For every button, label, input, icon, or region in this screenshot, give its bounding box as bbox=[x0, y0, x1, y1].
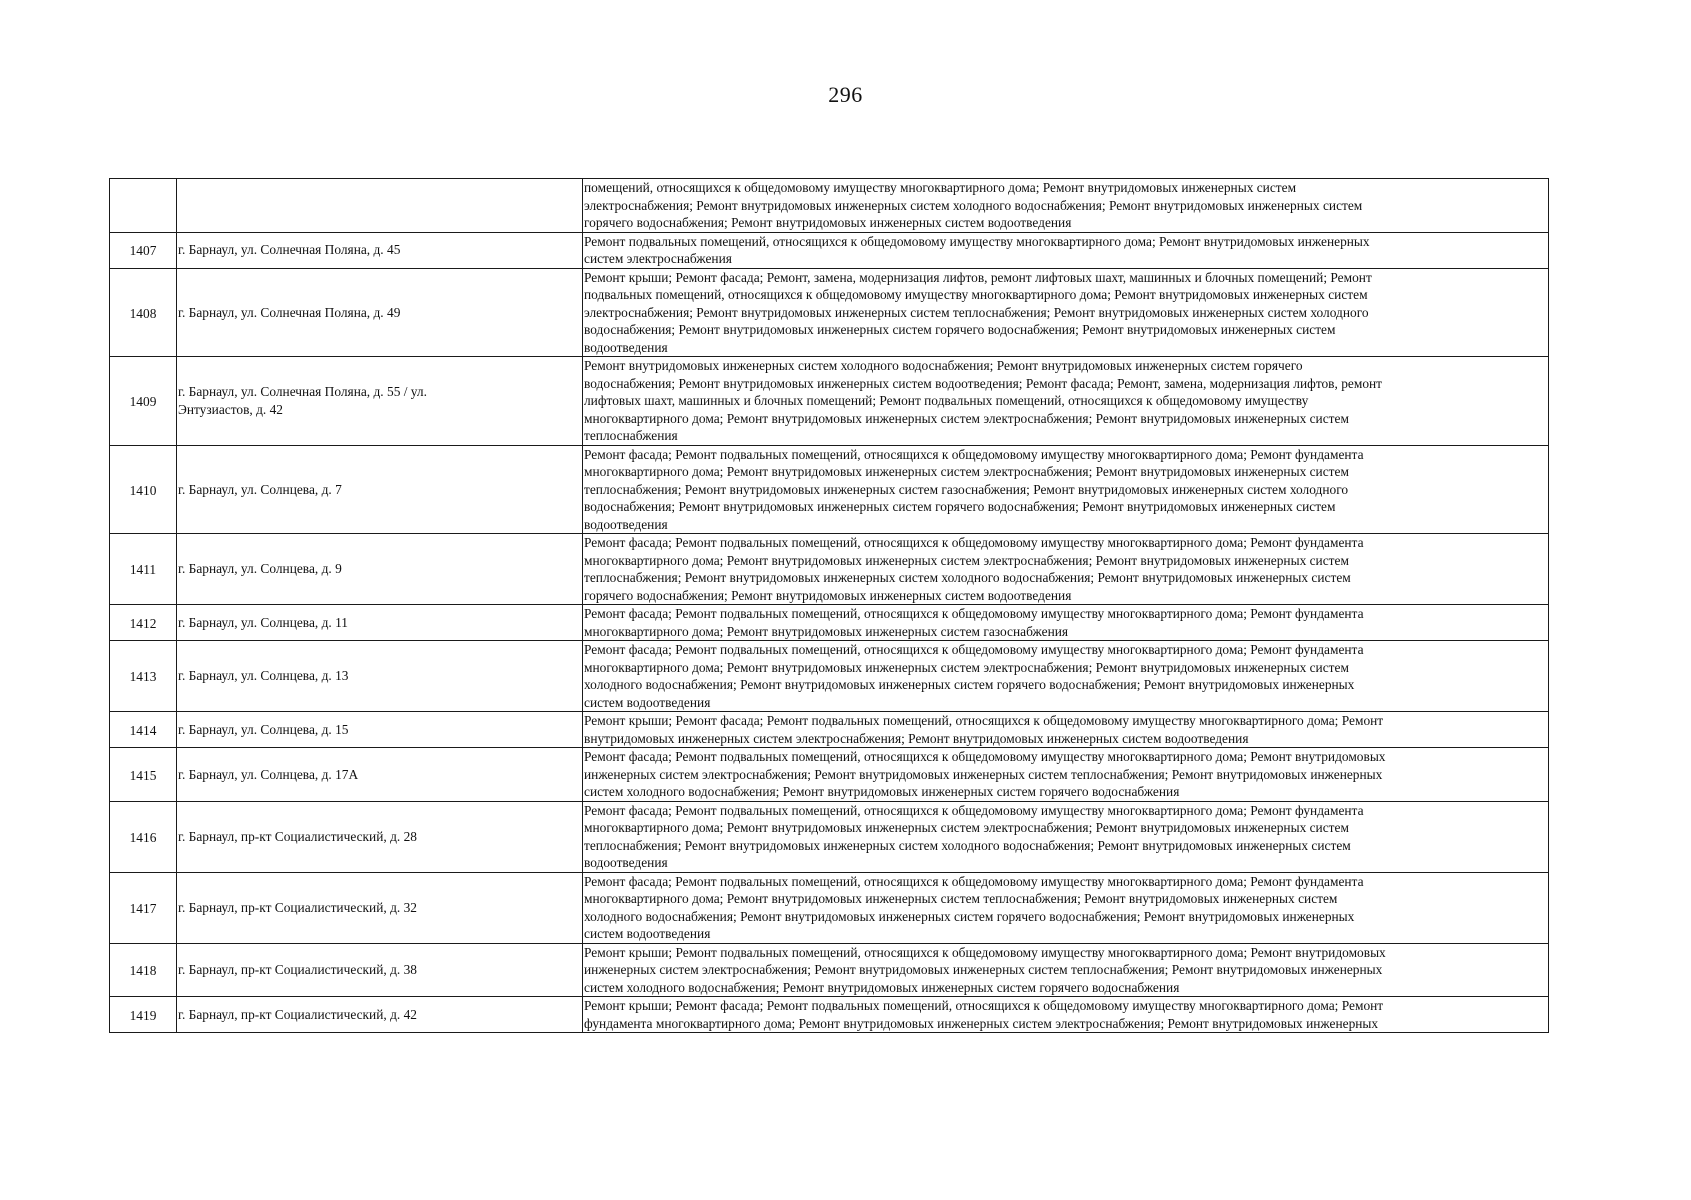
table-row bbox=[110, 801, 1549, 872]
works-text: Ремонт фасада; Ремонт подвальных помещений, относящихся к общедомовому имуществу многоквартирного дома; Ремонт внутридомовых инженерных систем электроснабжения; Ремонт внутридомовых инженерных систем теплоснабжения; Ремонт внутридомовых инженерных систем холодного водоснабжения; Ремонт внутридомовых инженерных систем горячего водоснабжения bbox=[584, 749, 1386, 799]
works-text: Ремонт фасада; Ремонт подвальных помещений, относящихся к общедомовому имуществу многоквартирного дома; Ремонт фундамента многоквартирного дома; Ремонт внутридомовых инженерных систем электроснабжения; Ремонт внутридомовых инженерных систем теплоснабжения; Ремонт внутридомовых инженерных систем газоснабжения; Ремонт внутридомовых инженерных систем холодного водоснабжения; Ремонт внутридомовых инженерных систем горячего водоснабжения; Ремонт внутридомовых инженерных систем водоотведения bbox=[584, 446, 1364, 532]
row-number-cell: 1415 bbox=[110, 748, 177, 802]
row-number-cell: 1411 bbox=[110, 534, 177, 605]
works-cell bbox=[583, 268, 1549, 357]
address-cell: г. Барнаул, пр-кт Социалистический, д. 32 bbox=[177, 872, 583, 943]
works-cell bbox=[583, 943, 1549, 997]
works-cell bbox=[583, 445, 1549, 534]
table-row bbox=[110, 748, 1549, 802]
address-cell bbox=[177, 179, 583, 233]
row-number-cell: 1409 bbox=[110, 357, 177, 446]
address-cell: г. Барнаул, ул. Солнцева, д. 15 bbox=[177, 712, 583, 748]
row-number-cell: 1414 bbox=[110, 712, 177, 748]
table-row bbox=[110, 712, 1549, 748]
address-cell: г. Барнаул, пр-кт Социалистический, д. 28 bbox=[177, 801, 583, 872]
row-number-cell: 1410 bbox=[110, 445, 177, 534]
works-text: Ремонт крыши; Ремонт фасада; Ремонт, замена, модернизация лифтов, ремонт лифтовых шахт, машинных и блочных помещений; Ремонт подвальных помещений, относящихся к общедомовому имуществу многоквартирного дома; Ремонт внутридомовых инженерных систем электроснабжения; Ремонт внутридомовых инженерных систем теплоснабжения; Ремонт внутридомовых инженерных систем холодного водоснабжения; Ремонт внутридомовых инженерных систем горячего водоснабжения; Ремонт внутридомовых инженерных систем водоотведения bbox=[584, 269, 1372, 355]
table-row bbox=[110, 534, 1549, 605]
works-text: Ремонт крыши; Ремонт подвальных помещений, относящихся к общедомовому имуществу многоквартирного дома; Ремонт внутридомовых инженерных систем электроснабжения; Ремонт внутридомовых инженерных систем теплоснабжения; Ремонт внутридомовых инженерных систем холодного водоснабжения; Ремонт внутридомовых инженерных систем горячего водоснабжения bbox=[584, 944, 1386, 995]
address-cell: г. Барнаул, ул. Солнечная Поляна, д. 45 bbox=[177, 232, 583, 268]
row-number-cell: 1419 bbox=[110, 997, 177, 1033]
address-cell: г. Барнаул, ул. Солнцева, д. 11 bbox=[177, 605, 583, 641]
table-row bbox=[110, 445, 1549, 534]
works-text: Ремонт крыши; Ремонт фасада; Ремонт подвальных помещений, относящихся к общедомовому имуществу многоквартирного дома; Ремонт фундамента многоквартирного дома; Ремонт внутридомовых инженерных систем электроснабжения; Ремонт внутридомовых инженерных bbox=[584, 998, 1384, 1031]
row-number-cell: 1407 bbox=[110, 232, 177, 268]
works-cell bbox=[583, 605, 1549, 641]
table-row bbox=[110, 943, 1549, 997]
address-cell: г. Барнаул, пр-кт Социалистический, д. 38 bbox=[177, 943, 583, 997]
works-cell bbox=[583, 748, 1549, 802]
table-row bbox=[110, 872, 1549, 943]
works-cell bbox=[583, 357, 1549, 446]
works-text: помещений, относящихся к общедомовому имуществу многоквартирного дома; Ремонт внутридомовых инженерных систем электроснабжения; Ремонт внутридомовых инженерных систем холодного водоснабжения; Ремонт внутридомовых инженерных систем горячего водоснабжения; Ремонт внутридомовых инженерных систем водоотведения bbox=[584, 180, 1363, 230]
works-cell bbox=[583, 641, 1549, 712]
address-cell: г. Барнаул, пр-кт Социалистический, д. 42 bbox=[177, 997, 583, 1033]
address-cell: г. Барнаул, ул. Солнцева, д. 13 bbox=[177, 641, 583, 712]
table-row bbox=[110, 357, 1549, 446]
address-cell: г. Барнаул, ул. Солнцева, д. 7 bbox=[177, 445, 583, 534]
works-cell bbox=[583, 997, 1549, 1033]
address-text: г. Барнаул, ул. Солнечная Поляна, д. 55 / ул. Энтузиастов, д. 42 bbox=[178, 384, 427, 417]
table-row bbox=[110, 605, 1549, 641]
works-text: Ремонт внутридомовых инженерных систем холодного водоснабжения; Ремонт внутридомовых инженерных систем горячего водоснабжения; Ремонт внутридомовых инженерных систем водоотведения; Ремонт фасада; Ремонт, замена, модернизация лифтов, ремонт лифтовых шахт, машинных и блочных помещений; Ремонт подвальных помещений, относящихся к общедомовому имуществу многоквартирного дома; Ремонт внутридомовых инженерных систем электроснабжения; Ремонт внутридомовых инженерных систем теплоснабжения bbox=[584, 358, 1383, 443]
works-table bbox=[109, 178, 1549, 1033]
table-row bbox=[110, 232, 1549, 268]
table-row bbox=[110, 641, 1549, 712]
works-cell bbox=[583, 872, 1549, 943]
works-cell bbox=[583, 712, 1549, 748]
row-number-cell: 1418 bbox=[110, 943, 177, 997]
address-cell: г. Барнаул, ул. Солнечная Поляна, д. 49 bbox=[177, 268, 583, 357]
works-cell bbox=[583, 801, 1549, 872]
page-number: 296 bbox=[828, 82, 863, 107]
works-text: Ремонт фасада; Ремонт подвальных помещений, относящихся к общедомовому имуществу многоквартирного дома; Ремонт фундамента многоквартирного дома; Ремонт внутридомовых инженерных систем газоснабжения bbox=[584, 606, 1364, 639]
works-text: Ремонт фасада; Ремонт подвальных помещений, относящихся к общедомовому имуществу многоквартирного дома; Ремонт фундамента многоквартирного дома; Ремонт внутридомовых инженерных систем электроснабжения; Ремонт внутридомовых инженерных систем теплоснабжения; Ремонт внутридомовых инженерных систем холодного водоснабжения; Ремонт внутридомовых инженерных систем горячего водоснабжения; Ремонт внутридомовых инженерных систем водоотведения bbox=[584, 535, 1364, 603]
row-number-cell: 1416 bbox=[110, 801, 177, 872]
works-text: Ремонт фасада; Ремонт подвальных помещений, относящихся к общедомовому имуществу многоквартирного дома; Ремонт фундамента многоквартирного дома; Ремонт внутридомовых инженерных систем теплоснабжения; Ремонт внутридомовых инженерных систем холодного водоснабжения; Ремонт внутридомовых инженерных систем горячего водоснабжения; Ремонт внутридомовых инженерных систем водоотведения bbox=[584, 873, 1364, 941]
row-number-cell: 1417 bbox=[110, 872, 177, 943]
works-cell bbox=[583, 534, 1549, 605]
table-row bbox=[110, 268, 1549, 357]
works-cell bbox=[583, 232, 1549, 268]
table-row bbox=[110, 997, 1549, 1033]
works-text: Ремонт фасада; Ремонт подвальных помещений, относящихся к общедомовому имуществу многоквартирного дома; Ремонт фундамента многоквартирного дома; Ремонт внутридомовых инженерных систем электроснабжения; Ремонт внутридомовых инженерных систем теплоснабжения; Ремонт внутридомовых инженерных систем холодного водоснабжения; Ремонт внутридомовых инженерных систем водоотведения bbox=[584, 802, 1364, 870]
row-number-cell bbox=[110, 179, 177, 233]
works-cell bbox=[583, 179, 1549, 233]
address-cell: г. Барнаул, ул. Солнцева, д. 17А bbox=[177, 748, 583, 802]
row-number-cell: 1412 bbox=[110, 605, 177, 641]
address-cell bbox=[177, 357, 583, 446]
row-number-cell: 1408 bbox=[110, 268, 177, 357]
table-row bbox=[110, 179, 1549, 233]
row-number-cell: 1413 bbox=[110, 641, 177, 712]
works-text: Ремонт подвальных помещений, относящихся к общедомовому имуществу многоквартирного дома; Ремонт внутридомовых инженерных систем электроснабжения bbox=[584, 233, 1370, 266]
works-text: Ремонт крыши; Ремонт фасада; Ремонт подвальных помещений, относящихся к общедомовому имуществу многоквартирного дома; Ремонт внутридомовых инженерных систем электроснабжения; Ремонт внутридомовых инженерных систем водоотведения bbox=[584, 713, 1384, 746]
address-cell: г. Барнаул, ул. Солнцева, д. 9 bbox=[177, 534, 583, 605]
works-text: Ремонт фасада; Ремонт подвальных помещений, относящихся к общедомовому имуществу многоквартирного дома; Ремонт фундамента многоквартирного дома; Ремонт внутридомовых инженерных систем электроснабжения; Ремонт внутридомовых инженерных систем холодного водоснабжения; Ремонт внутридомовых инженерных систем горячего водоснабжения; Ремонт внутридомовых инженерных систем водоотведения bbox=[584, 642, 1364, 710]
